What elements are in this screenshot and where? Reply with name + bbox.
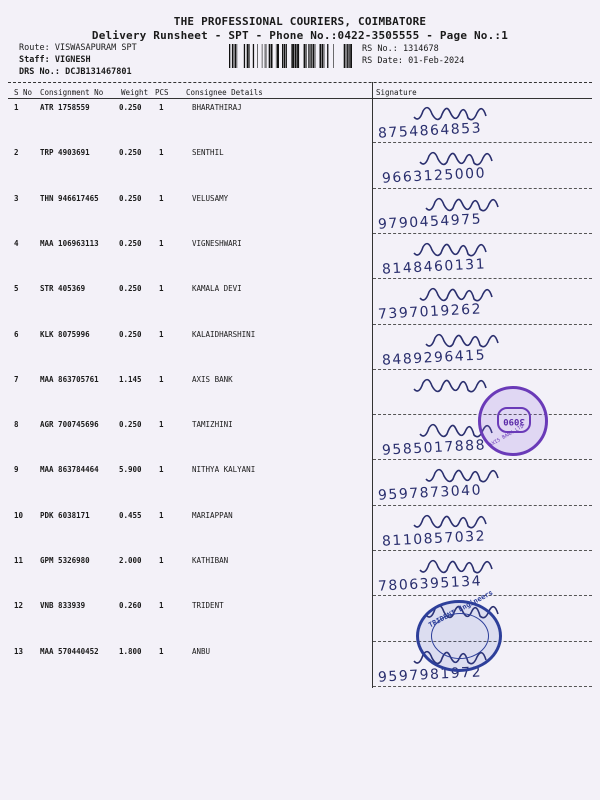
axis-stamp-text: AXIS BANK LTD [488, 423, 526, 449]
row-separator [373, 324, 592, 325]
cell-consignee: MARIAPPAN [192, 510, 233, 520]
signature-scribble [412, 373, 502, 397]
cell-consignee: SENTHIL [192, 148, 224, 158]
trident-stamp [416, 588, 502, 672]
cell-consignment: ATR 1758559 [40, 103, 90, 112]
handwritten-phone: 8148460131 [381, 256, 487, 278]
cell-consignment: MAA 106963113 [40, 238, 99, 248]
cell-sno: 4 [14, 238, 19, 248]
table-top-rule [8, 82, 592, 83]
rs-date-label: RS Date: [362, 56, 403, 66]
handwritten-phone: 8754864853 [377, 120, 483, 142]
cell-sno: 2 [14, 148, 19, 158]
handwritten-phone: 9585017888 [381, 437, 487, 459]
cell-weight: 0.260 [119, 601, 142, 611]
cell-pcs: 1 [159, 374, 164, 384]
row-separator [373, 233, 592, 234]
cell-weight: 0.250 [119, 193, 142, 203]
row-separator [373, 188, 592, 189]
row-separator [373, 278, 592, 279]
drs-value: DCJB131467801 [65, 67, 132, 77]
cell-consignee: AXIS BANK [192, 374, 233, 384]
cell-consignee: KATHIBAN [192, 556, 229, 565]
col-header-sno: S No [14, 88, 33, 97]
cell-consignee: TRIDENT [192, 601, 224, 611]
header-rule [8, 98, 592, 99]
cell-pcs: 1 [159, 556, 164, 565]
company-title: THE PROFESSIONAL COURIERS, COIMBATORE [173, 15, 427, 28]
cell-sno: 10 [14, 510, 24, 520]
cell-sno: 9 [14, 465, 19, 475]
cell-consignee: BHARATHIRAJ [192, 103, 242, 112]
runsheet-subtitle: Delivery Runsheet - SPT - Phone No.:0422-3505555 - Page No.:1 [91, 29, 509, 42]
row-separator [373, 505, 592, 506]
cell-weight: 0.250 [119, 329, 142, 339]
handwritten-phone: 7397019262 [377, 301, 483, 323]
col-header-signature: Signature [376, 88, 417, 97]
col-header-pcs: PCS [155, 88, 169, 97]
cell-pcs: 1 [159, 103, 164, 112]
row-separator [373, 142, 592, 143]
cell-consignment: STR 405369 [40, 284, 86, 294]
cell-weight: 0.455 [119, 510, 142, 520]
cell-weight: 2.000 [119, 556, 142, 565]
cell-consignment: KLK 8075996 [40, 329, 90, 339]
cell-pcs: 1 [159, 329, 164, 339]
handwritten-phone: 8489296415 [381, 346, 487, 369]
cell-sno: 13 [14, 646, 24, 656]
axis-bank-stamp [478, 386, 548, 456]
route-value: VISWASAPURAM SPT [54, 43, 137, 53]
cell-consignment: MAA 863705761 [40, 374, 99, 384]
cell-weight: 5.900 [119, 465, 142, 475]
cell-consignee: KALAIDHARSHINI [192, 329, 256, 339]
cell-pcs: 1 [159, 601, 164, 611]
cell-weight: 1.800 [119, 646, 142, 656]
handwritten-phone: 7806395134 [377, 573, 483, 595]
cell-sno: 12 [14, 601, 24, 611]
cell-consignee: VIGNESHWARI [192, 238, 242, 248]
cell-consignee: TAMIZHINI [192, 420, 233, 430]
rs-no-label: RS No.: [362, 44, 398, 54]
cell-weight: 0.250 [119, 148, 142, 158]
staff-label: Staff: [19, 55, 50, 65]
route-label: Route: [19, 43, 50, 53]
cell-consignment: VNB 833939 [40, 601, 86, 611]
drs-line [19, 67, 132, 77]
cell-sno: 11 [14, 556, 24, 565]
row-separator [373, 369, 592, 370]
cell-consignment: MAA 570440452 [40, 646, 99, 656]
cell-sno: 5 [14, 284, 19, 294]
cell-pcs: 1 [159, 510, 164, 520]
handwritten-phone: 9597981972 [377, 663, 483, 686]
cell-consignee: KAMALA DEVI [192, 284, 242, 294]
cell-consignment: MAA 863784464 [40, 465, 99, 475]
cell-pcs: 1 [159, 148, 164, 158]
row-separator [373, 686, 592, 687]
cell-pcs: 1 [159, 420, 164, 430]
cell-weight: 1.145 [119, 374, 142, 384]
handwritten-phone: 8110857032 [381, 527, 487, 550]
cell-consignment: AGR 700745696 [40, 420, 99, 430]
handwritten-phone: 9597873040 [377, 482, 483, 505]
drs-label: DRS No.: [19, 67, 60, 77]
cell-consignee: NITHYA KALYANI [192, 465, 256, 475]
cell-weight: 0.250 [119, 284, 142, 294]
rs-date-value: 01-Feb-2024 [408, 56, 465, 66]
cell-consignment: GPM 5326980 [40, 556, 90, 565]
cell-weight: 0.250 [119, 420, 142, 430]
handwritten-phone: 9790454975 [377, 210, 483, 233]
cell-weight: 0.250 [119, 103, 142, 112]
axis-stamp-code: 3090 [497, 407, 531, 433]
cell-sno: 8 [14, 420, 19, 430]
cell-consignment: PDK 6038171 [40, 510, 90, 520]
trident-stamp-text: TRIDENT Engineers [427, 588, 495, 630]
cell-pcs: 1 [159, 238, 164, 248]
col-header-consignee: Consignee Details [186, 88, 263, 97]
cell-sno: 1 [14, 103, 19, 112]
rs-no-value: 1314678 [402, 44, 439, 54]
cell-pcs: 1 [159, 193, 164, 203]
cell-pcs: 1 [159, 646, 164, 656]
rs-date-line [362, 56, 464, 66]
cell-weight: 0.250 [119, 238, 142, 248]
cell-consignment: TRP 4903691 [40, 148, 90, 158]
staff-line [19, 55, 91, 65]
barcode-image [229, 44, 352, 68]
cell-sno: 3 [14, 193, 19, 203]
route-line [19, 43, 137, 53]
cell-pcs: 1 [159, 465, 164, 475]
row-separator [373, 459, 592, 460]
col-header-consignment: Consignment No [40, 88, 104, 97]
handwritten-phone: 9663125000 [381, 165, 487, 188]
cell-consignment: THN 946617465 [40, 193, 99, 203]
col-header-weight: Weight [121, 88, 149, 97]
cell-consignee: ANBU [192, 646, 211, 656]
cell-pcs: 1 [159, 284, 164, 294]
staff-value: VIGNESH [54, 55, 91, 65]
cell-consignee: VELUSAMY [192, 193, 229, 203]
signature-column-divider [372, 82, 373, 688]
cell-sno: 6 [14, 329, 19, 339]
rs-no-line [362, 44, 439, 54]
cell-sno: 7 [14, 374, 19, 384]
row-separator [373, 550, 592, 551]
